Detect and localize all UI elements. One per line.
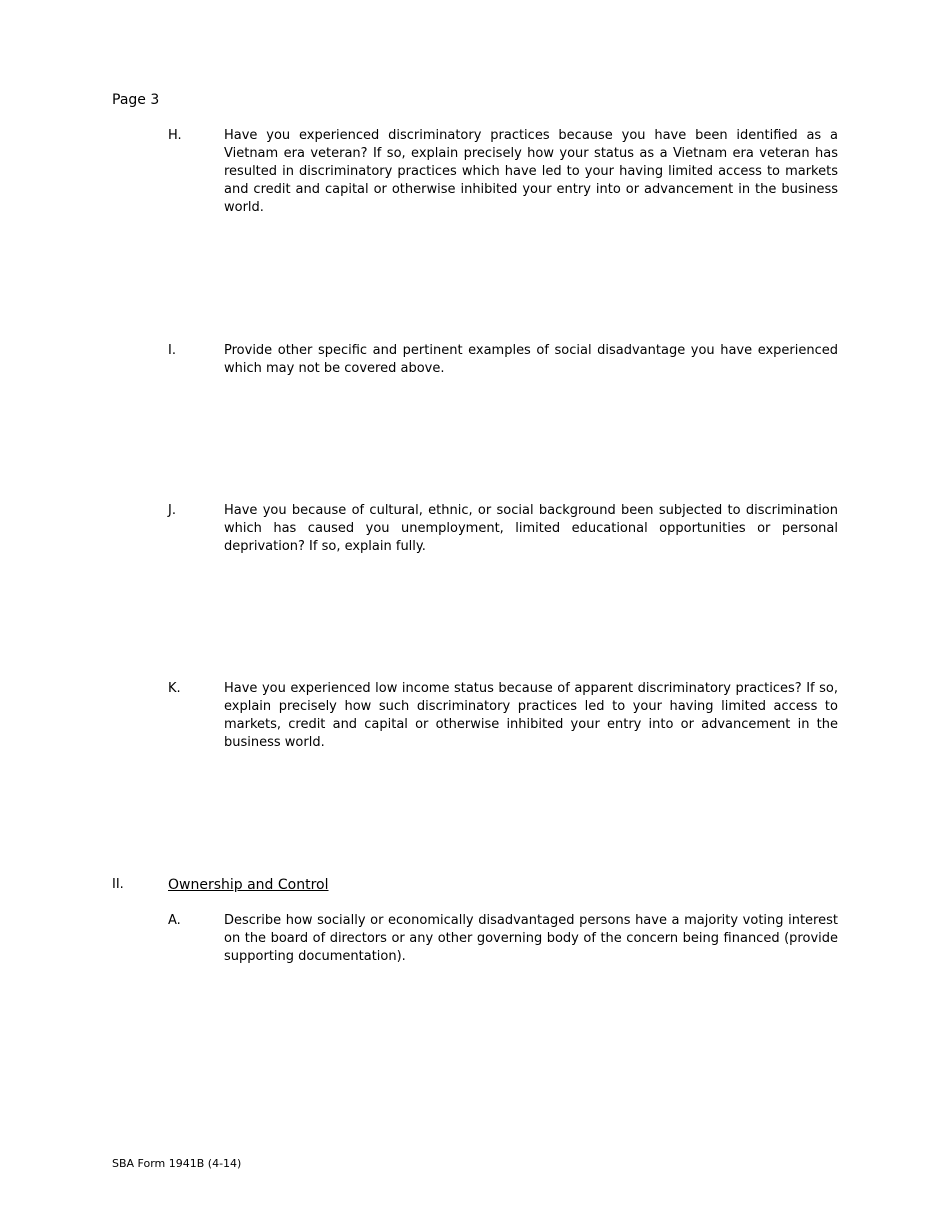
question-text: Have you experienced low income status because of apparent discriminatory practices? If so, explain precisely how such discriminatory practices led to your having limited access to markets, credit and capital or otherwise inhibited your entry into or advancement in the business world. — [224, 681, 838, 750]
question-letter: K. — [168, 681, 181, 696]
page-number: Page 3 — [112, 92, 160, 108]
section-number: II. — [112, 877, 124, 892]
question-text: Have you experienced discriminatory practices because you have been identified as a Vietnam era veteran? If so, explain precisely how your status as a Vietnam era veteran has resulted in discriminatory practices which have led to your having limited access to markets and credit and capital or otherwise inhibited your entry into or advancement in the business world. — [224, 128, 838, 215]
section-title: Ownership and Control — [168, 877, 329, 893]
question-i — [168, 342, 838, 378]
question-letter: J. — [168, 503, 176, 518]
question-letter: H. — [168, 128, 182, 143]
question-letter: I. — [168, 343, 176, 358]
question-k — [168, 680, 838, 752]
question-j — [168, 502, 838, 556]
question-text: Have you because of cultural, ethnic, or social background been subjected to discrimination which has caused you unemployment, limited educational opportunities or personal deprivation? If so, explain fully. — [224, 503, 838, 554]
form-footer: SBA Form 1941B (4-14) — [112, 1157, 242, 1170]
question-text: Describe how socially or economically disadvantaged persons have a majority voting interest on the board of directors or any other governing body of the concern being financed (provide supporting documentation). — [224, 913, 838, 964]
question-h — [168, 127, 838, 217]
question-letter: A. — [168, 913, 181, 928]
question-text: Provide other specific and pertinent examples of social disadvantage you have experienced which may not be covered above. — [224, 343, 838, 376]
question-a — [168, 912, 838, 966]
